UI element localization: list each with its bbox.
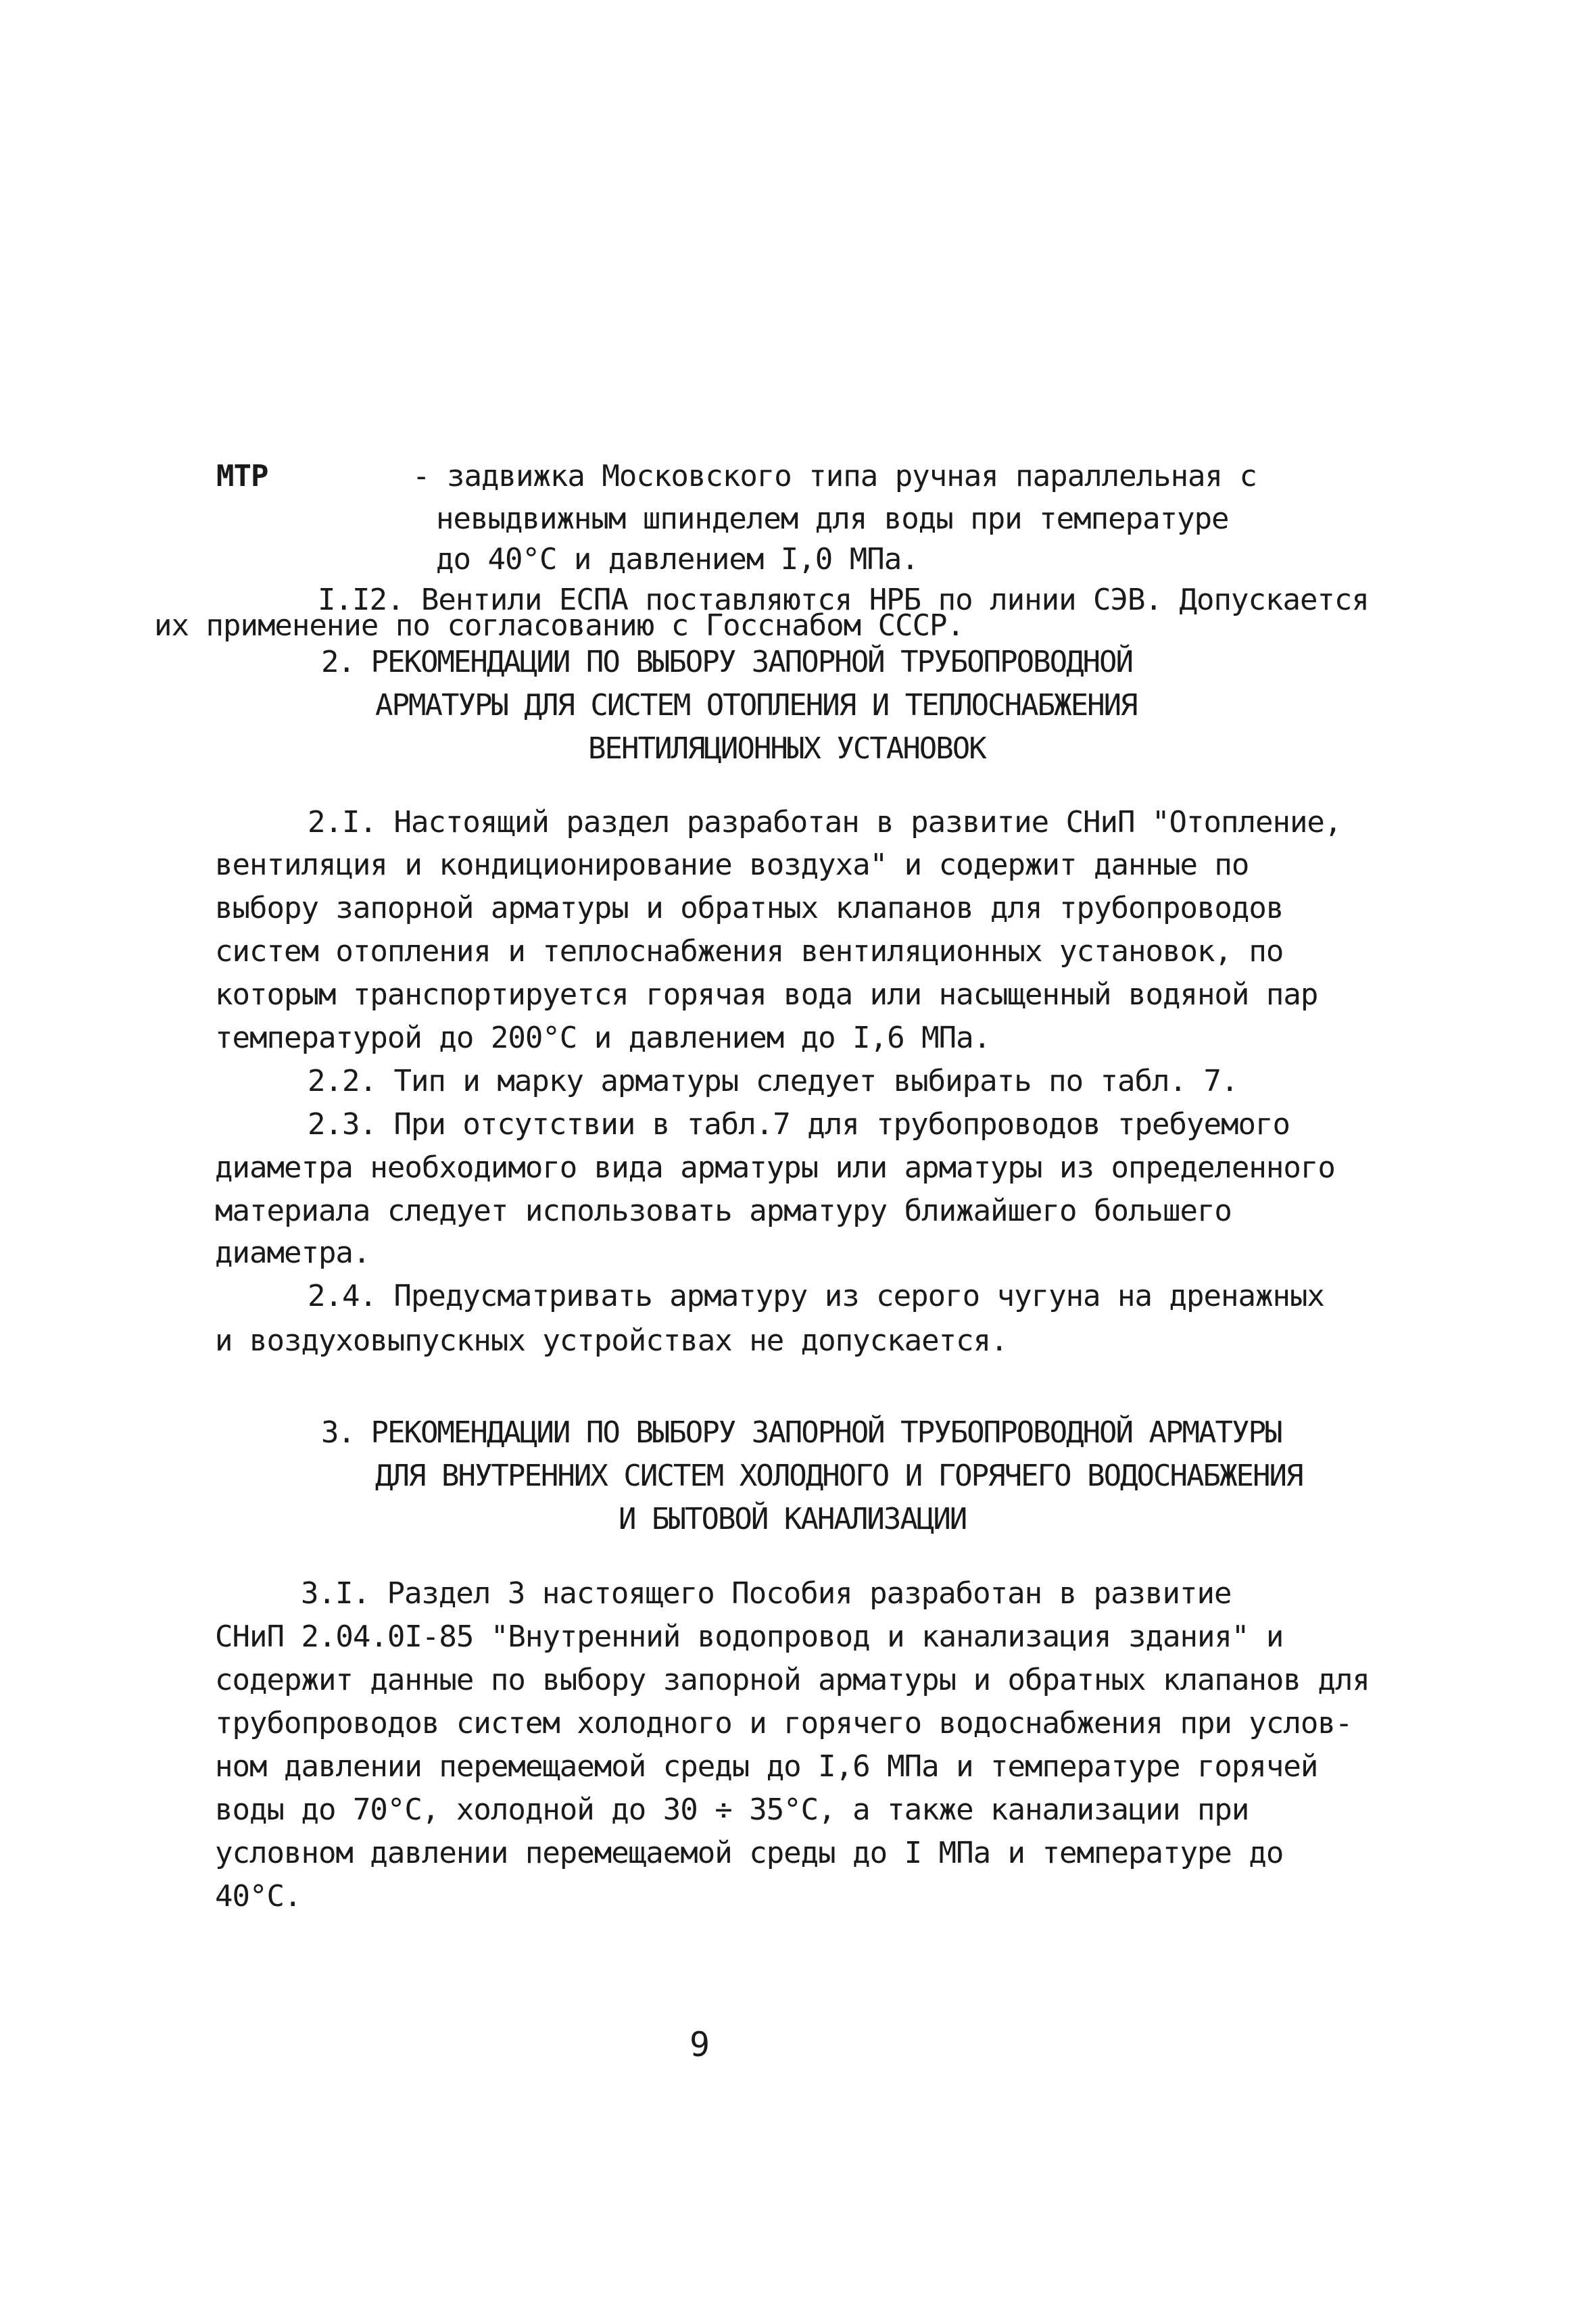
paragraph-line: 2.I. Настоящий раздел разработан в развитие СНиП "Отопление, xyxy=(308,805,1342,839)
paragraph-line: СНиП 2.04.0I-85 "Внутренний водопровод и канализация здания" и xyxy=(215,1619,1284,1654)
section-3-title: 3. РЕКОМЕНДАЦИИ ПО ВЫБОРУ ЗАПОРНОЙ ТРУБОПРОВОДНОЙ АРМАТУРЫ xyxy=(321,1415,1282,1450)
paragraph-line: 2.4. Предусматривать арматуру из серого чугуна на дренажных xyxy=(308,1279,1324,1313)
paragraph-line: выбору запорной арматуры и обратных клапанов для трубопроводов xyxy=(215,891,1284,925)
paragraph-line: их применение по согласованию с Госснабом СССР. xyxy=(154,608,965,643)
paragraph-line: материала следует использовать арматуру ближайшего большего xyxy=(215,1194,1232,1228)
paragraph-line: условном давлении перемещаемой среды до I МПа и температуре до xyxy=(215,1836,1284,1870)
paragraph-line: и воздуховыпускных устройствах не допускается. xyxy=(215,1323,1008,1358)
paragraph-line: диаметра необходимого вида арматуры или арматуры из определенного xyxy=(215,1150,1335,1185)
paragraph-line: систем отопления и теплоснабжения вентиляционных установок, по xyxy=(215,934,1284,969)
section-3-title: И БЫТОВОЙ КАНАЛИЗАЦИИ xyxy=(619,1502,967,1536)
paragraph-line: 2.3. При отсутствии в табл.7 для трубопроводов требуемого xyxy=(308,1107,1290,1142)
paragraph-line: трубопроводов систем холодного и горячего водоснабжения при услов- xyxy=(215,1706,1353,1740)
section-2-title: АРМАТУРЫ ДЛЯ СИСТЕМ ОТОПЛЕНИЯ И ТЕПЛОСНАБЖЕНИЯ xyxy=(375,688,1137,723)
section-2-title: 2. РЕКОМЕНДАЦИИ ПО ВЫБОРУ ЗАПОРНОЙ ТРУБОПРОВОДНОЙ xyxy=(321,645,1133,679)
paragraph-line: диаметра. xyxy=(215,1236,370,1270)
paragraph-line: 2.2. Тип и марку арматуры следует выбирать по табл. 7. xyxy=(308,1064,1238,1098)
paragraph-line: ном давлении перемещаемой среды до I,6 МПа и температуре горячей xyxy=(215,1749,1318,1784)
section-3-title: ДЛЯ ВНУТРЕННИХ СИСТЕМ ХОЛОДНОГО И ГОРЯЧЕГО ВОДОСНАБЖЕНИЯ xyxy=(375,1459,1303,1493)
abbreviation-label: МТР xyxy=(216,459,268,493)
definition-line: невыдвижным шпинделем для воды при температуре xyxy=(436,502,1229,536)
section-2-title: ВЕНТИЛЯЦИОННЫХ УСТАНОВОК xyxy=(588,731,986,766)
paragraph-line: 3.I. Раздел 3 настоящего Пособия разработан в развитие xyxy=(301,1576,1232,1611)
definition-line: - задвижка Московского типа ручная параллельная с xyxy=(412,459,1257,493)
paragraph-line: 40°С. xyxy=(215,1879,301,1914)
paragraph-line: I.I2. Вентили ЕСПА поставляются НРБ по линии СЭВ. Допускается xyxy=(318,583,1369,617)
paragraph-line: содержит данные по выбору запорной арматуры и обратных клапанов для xyxy=(215,1663,1370,1697)
definition-line: до 40°С и давлением I,0 МПа. xyxy=(436,542,919,577)
paragraph-line: которым транспортируется горячая вода или насыщенный водяной пар xyxy=(215,977,1318,1012)
paragraph-line: вентиляция и кондиционирование воздуха" и содержит данные по xyxy=(215,848,1249,882)
paragraph-line: температурой до 200°С и давлением до I,6 МПа. xyxy=(215,1021,991,1055)
paragraph-line: воды до 70°С, холодной до 30 ÷ 35°С, а также канализации при xyxy=(215,1793,1249,1827)
page-number: 9 xyxy=(690,2025,710,2064)
